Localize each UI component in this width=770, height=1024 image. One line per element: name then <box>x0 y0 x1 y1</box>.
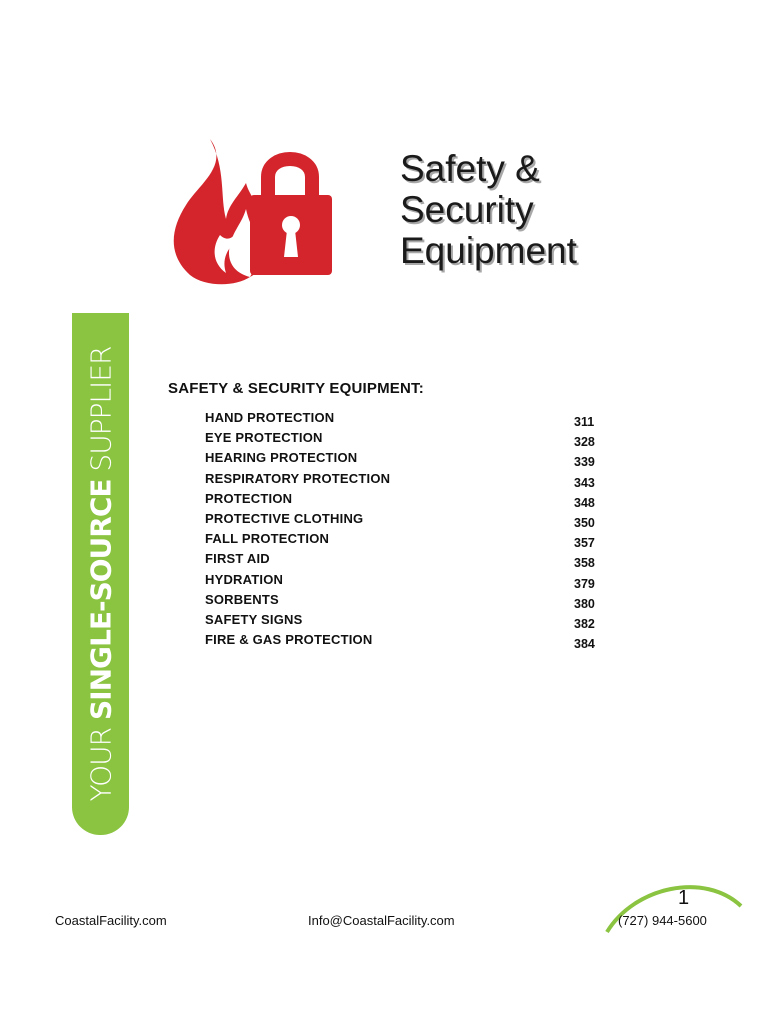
toc-item-page: 379 <box>574 576 595 591</box>
toc-item-label: PROTECTION <box>205 490 293 506</box>
footer-website-link[interactable]: CoastalFacility.com <box>55 913 167 928</box>
toc-item-label: SAFETY SIGNS <box>205 611 303 627</box>
safety-security-logo <box>150 135 340 285</box>
toc-item-page: 350 <box>574 515 595 530</box>
toc-item[interactable] <box>205 430 605 450</box>
toc-list <box>205 410 605 652</box>
title-line: Security <box>400 189 534 230</box>
toc-item-page: 382 <box>574 616 595 631</box>
toc-item-label: HEARING PROTECTION <box>205 450 358 466</box>
toc-item[interactable] <box>205 612 605 632</box>
toc-item-label: SORBENTS <box>205 591 279 607</box>
toc-item-label: FIRST AID <box>205 551 270 567</box>
toc-item[interactable] <box>205 450 605 470</box>
toc-item[interactable] <box>205 572 605 592</box>
toc-item-page: 311 <box>574 415 595 429</box>
page-number: 1 <box>678 887 690 909</box>
toc-item-label: FIRE & GAS PROTECTION <box>205 632 373 648</box>
footer-email-link[interactable]: Info@CoastalFacility.com <box>308 913 455 928</box>
toc-item-label: FALL PROTECTION <box>205 531 330 547</box>
tagline <box>84 347 117 802</box>
tagline-bold: SINGLE-SOURCE <box>84 479 117 721</box>
toc-item[interactable] <box>205 491 605 511</box>
padlock-icon <box>250 159 332 275</box>
toc-item-label: HYDRATION <box>205 571 284 587</box>
toc-item[interactable] <box>205 551 605 571</box>
toc-item-page: 339 <box>574 455 595 470</box>
tagline-bar <box>72 313 129 835</box>
footer-phone-link[interactable]: (727) 944-5600 <box>618 913 707 928</box>
title-line: Safety & <box>400 148 540 189</box>
toc-item-page: 348 <box>574 495 595 510</box>
title-line: Equipment <box>400 230 577 271</box>
tagline-prefix: YOUR <box>84 720 117 802</box>
toc-item-label: PROTECTIVE CLOTHING <box>205 510 364 526</box>
toc-item[interactable] <box>205 632 605 652</box>
tagline-suffix: SUPPLIER <box>84 346 117 480</box>
toc-item[interactable] <box>205 592 605 612</box>
toc-item[interactable] <box>205 471 605 491</box>
toc-item-label: RESPIRATORY PROTECTION <box>205 470 391 486</box>
toc-item-page: 358 <box>574 556 595 571</box>
toc-item-page: 380 <box>574 596 595 611</box>
toc-item-page: 384 <box>574 637 595 652</box>
page-title <box>400 148 660 271</box>
toc-item-page: 328 <box>574 435 595 450</box>
toc-item[interactable] <box>205 531 605 551</box>
toc-item-label: HAND PROTECTION <box>205 410 335 425</box>
toc-item-page: 357 <box>574 536 595 551</box>
toc-item-page: 343 <box>574 475 595 490</box>
toc-item[interactable] <box>205 410 605 430</box>
toc-item[interactable] <box>205 511 605 531</box>
toc-heading: SAFETY & SECURITY EQUIPMENT: <box>168 380 424 397</box>
toc-item-label: EYE PROTECTION <box>205 430 323 446</box>
